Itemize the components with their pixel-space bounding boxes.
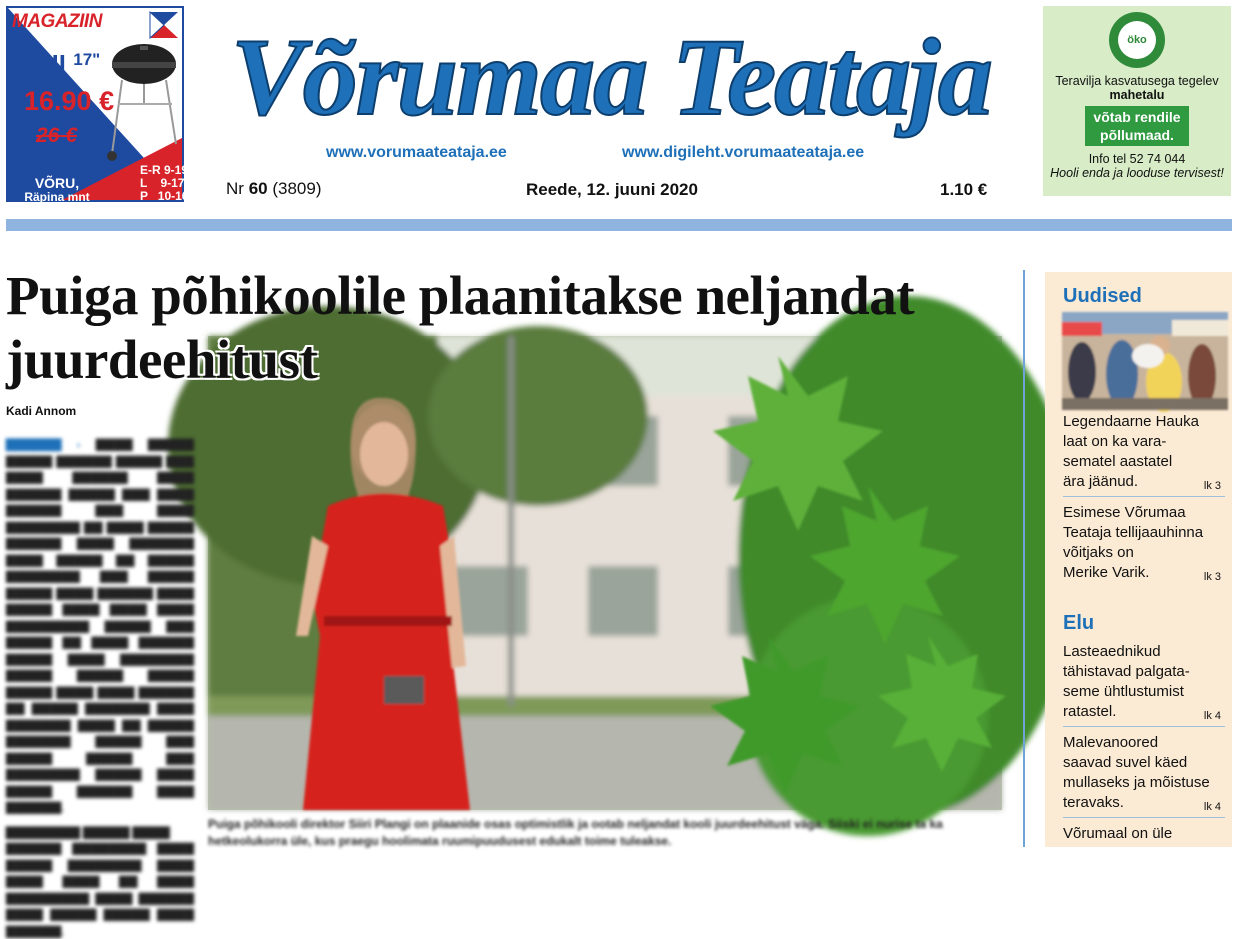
- teaser-page-ref: lk 3: [1203, 480, 1221, 492]
- ad-right-slogan: Hooli enda ja looduse tervisest!: [1050, 166, 1224, 180]
- ad-right-line1: Teravilja kasvatusega tegelev: [1055, 74, 1219, 88]
- article-body-blurred: ▇▇▇▇▇▇ › ▇▇▇▇ ▇▇▇▇▇ ▇▇▇▇▇ ▇▇▇▇▇▇ ▇▇▇▇▇ ▇▇▇ ▇▇▇▇ ▇▇▇▇▇▇ ▇▇▇▇ ▇▇▇▇▇▇ ▇▇▇▇▇ ▇▇▇ ▇▇▇▇ ▇▇▇▇▇▇ ▇▇▇ ▇▇▇▇ ▇▇▇▇▇▇▇▇ ▇▇ ▇▇▇▇ ▇▇▇▇▇ ▇▇▇▇▇▇ ▇▇▇▇ ▇▇▇▇▇▇▇ ▇▇▇▇ ▇▇▇▇▇ ▇▇ ▇▇▇▇▇ ▇▇▇▇▇▇▇▇ ▇▇▇ ▇▇▇▇▇ ▇▇▇▇▇ ▇▇▇▇ ▇▇▇▇▇▇ ▇▇▇▇ ▇▇▇▇▇ ▇▇▇▇ ▇▇▇▇ ▇▇▇▇ ▇▇▇▇▇▇▇▇▇ ▇▇▇▇▇ ▇▇▇ ▇▇▇▇▇ ▇▇ ▇▇▇▇ ▇▇▇▇▇▇ ▇▇▇▇▇ ▇▇▇▇ ▇▇▇▇▇▇▇▇ ▇▇▇▇▇ ▇▇▇▇▇ ▇▇▇▇▇ ▇▇▇▇▇ ▇▇▇▇ ▇▇▇▇ ▇▇▇▇▇▇ ▇▇ ▇▇▇▇▇ ▇▇▇▇▇▇▇ ▇▇▇▇ ▇▇▇▇▇▇▇ ▇▇▇▇ ▇▇ ▇▇▇▇▇ ▇▇▇▇▇▇▇ ▇▇▇▇▇ ▇▇▇ ▇▇▇▇▇ ▇▇▇▇▇ ▇▇▇ ▇▇▇▇▇▇▇▇ ▇▇▇▇▇ ▇▇▇▇ ▇▇▇▇▇ ▇▇▇▇▇▇ ▇▇▇▇ ▇▇▇▇▇▇. ▇▇▇▇▇▇▇▇ ▇▇▇▇▇ ▇▇▇▇ ▇▇▇▇▇▇ ▇▇▇▇▇▇▇▇ ▇▇▇▇ ▇▇▇▇▇ ▇▇▇▇▇▇▇▇ ▇▇▇▇ ▇▇▇▇ ▇▇▇▇ ▇▇ ▇▇▇▇ ▇▇▇▇▇▇▇▇▇ ▇▇▇▇ ▇▇▇▇▇▇ ▇▇▇▇ ▇▇▇▇▇ ▇▇▇▇▇ ▇▇▇▇ ▇▇▇▇▇▇.: [6, 437, 194, 938]
- teaser-line: tähistavad palgata-: [1063, 663, 1190, 680]
- ad-right-cta-line2: põllumaad.: [1100, 127, 1174, 143]
- ad-right-cta: [1085, 106, 1188, 146]
- ad-street: Räpina mnt 15a: [24, 190, 90, 218]
- article-author: Kadi Annom: [6, 404, 77, 418]
- ad-right-phone: Info tel 52 74 044: [1088, 152, 1186, 166]
- ad-product-size: 17": [73, 50, 101, 69]
- ad-brand: MAGAZIIN: [12, 11, 102, 32]
- teaser-line: saavad suvel käed: [1063, 754, 1188, 771]
- ad-product: [14, 50, 100, 81]
- headline-line2: juurdeehitust: [6, 329, 318, 390]
- sidebar-teaser-hauka-fair[interactable]: [1063, 412, 1225, 492]
- digital-edition-link[interactable]: www.digileht.vorumaateataja.ee: [622, 144, 865, 161]
- teaser-line: võitjaks on: [1063, 544, 1134, 561]
- ad-city: VÕRU,: [34, 175, 80, 191]
- eco-logo-icon: [1109, 12, 1165, 68]
- sidebar-separator: [1063, 496, 1225, 497]
- issue-prefix: Nr: [226, 179, 244, 198]
- ad-right-cta-line1: võtab rendile: [1093, 109, 1181, 125]
- teaser-line: Malevanoored: [1063, 734, 1159, 751]
- sidebar-teaser-youth-camp[interactable]: [1063, 733, 1225, 813]
- teaser-page-ref: lk 3: [1203, 571, 1221, 583]
- headline-line1: Puiga põhikoolile plaanitakse neljandat: [6, 265, 915, 326]
- teaser-line: Esimese Võrumaa: [1063, 504, 1186, 521]
- teaser-line: seme ühtlustumist: [1063, 683, 1184, 700]
- organic-farm-advertisement[interactable]: [1043, 6, 1231, 196]
- ad-opening-hours: [140, 164, 188, 203]
- masthead-divider: [6, 219, 1232, 231]
- photo-caption: Puiga põhikooli direktor Siiri Plangi on plaanide osas optimistlik ja ootab neljandat kooli juurdeehitust väga. Siiski ei nurise ta ka hetkeolukorra üle, kus praegu hoolimata ruumipuudusest edukalt toime tuleakse.: [208, 817, 943, 848]
- teaser-line: mullaseks ja mõistuse: [1063, 774, 1210, 791]
- teaser-line: ära jäänud.: [1063, 473, 1139, 490]
- article-headline[interactable]: [6, 264, 1016, 392]
- eco-logo-text: öko: [1118, 21, 1156, 59]
- teaser-page-ref: lk 4: [1203, 801, 1221, 813]
- teaser-page-ref: lk 4: [1203, 710, 1221, 722]
- sidebar-teaser-voru-county[interactable]: [1063, 824, 1225, 844]
- issue-date: Reede, 12. juuni 2020: [526, 180, 698, 199]
- sidebar-separator: [1063, 817, 1225, 818]
- sidebar-teaser-subscriber-prize[interactable]: [1063, 503, 1225, 583]
- ad-hours-weekdays: E-R 9-19: [140, 163, 189, 177]
- flag-icon: [150, 12, 178, 38]
- issue-number: [226, 179, 321, 199]
- ad-address: [14, 176, 100, 218]
- column-rule: [1023, 270, 1025, 847]
- teaser-line: Teataja tellijaauhinna: [1063, 524, 1204, 541]
- ad-old-price: 26 €: [36, 124, 77, 147]
- inside-this-issue-sidebar: [1045, 272, 1232, 847]
- teaser-line: Lasteaednikud: [1063, 643, 1161, 660]
- newspaper-title[interactable]: [226, 10, 996, 142]
- teaser-line: laat on ka vara-: [1063, 433, 1167, 450]
- issue-price: 1.10 €: [940, 180, 988, 199]
- article-photo[interactable]: [208, 336, 1002, 810]
- teaser-line: sematel aastatel: [1063, 453, 1173, 470]
- teaser-line: Merike Varik.: [1063, 564, 1150, 581]
- issue-total: (3809): [272, 179, 322, 198]
- sidebar-teaser-kindergarten[interactable]: [1063, 642, 1225, 722]
- teaser-line: teravaks.: [1063, 794, 1124, 811]
- teaser-line: Legendaarne Hauka: [1063, 413, 1199, 430]
- issue-number-value: 60: [248, 179, 268, 198]
- ad-hours-sunday: P 10-16: [140, 189, 189, 203]
- sidebar-section-news: Uudised: [1063, 285, 1142, 307]
- sidebar-section-life: Elu: [1063, 612, 1095, 634]
- website-link[interactable]: www.vorumaateataja.ee: [326, 144, 507, 161]
- ad-product-name: Grill: [14, 50, 67, 80]
- ad-hours-saturday: L 9-17: [140, 176, 185, 190]
- ad-right-line2: mahetalu: [1109, 88, 1165, 102]
- teaser-line: ratastel.: [1063, 703, 1117, 720]
- newspaper-title-text: Võrumaa Teataja: [231, 16, 991, 138]
- teaser-line: Võrumaal on üle: [1063, 825, 1173, 842]
- grill-advertisement[interactable]: [6, 6, 189, 218]
- sidebar-separator: [1063, 726, 1225, 727]
- ad-price: 16.90 €: [24, 86, 115, 116]
- market-photo[interactable]: [1062, 312, 1228, 410]
- grill-icon: [102, 44, 186, 164]
